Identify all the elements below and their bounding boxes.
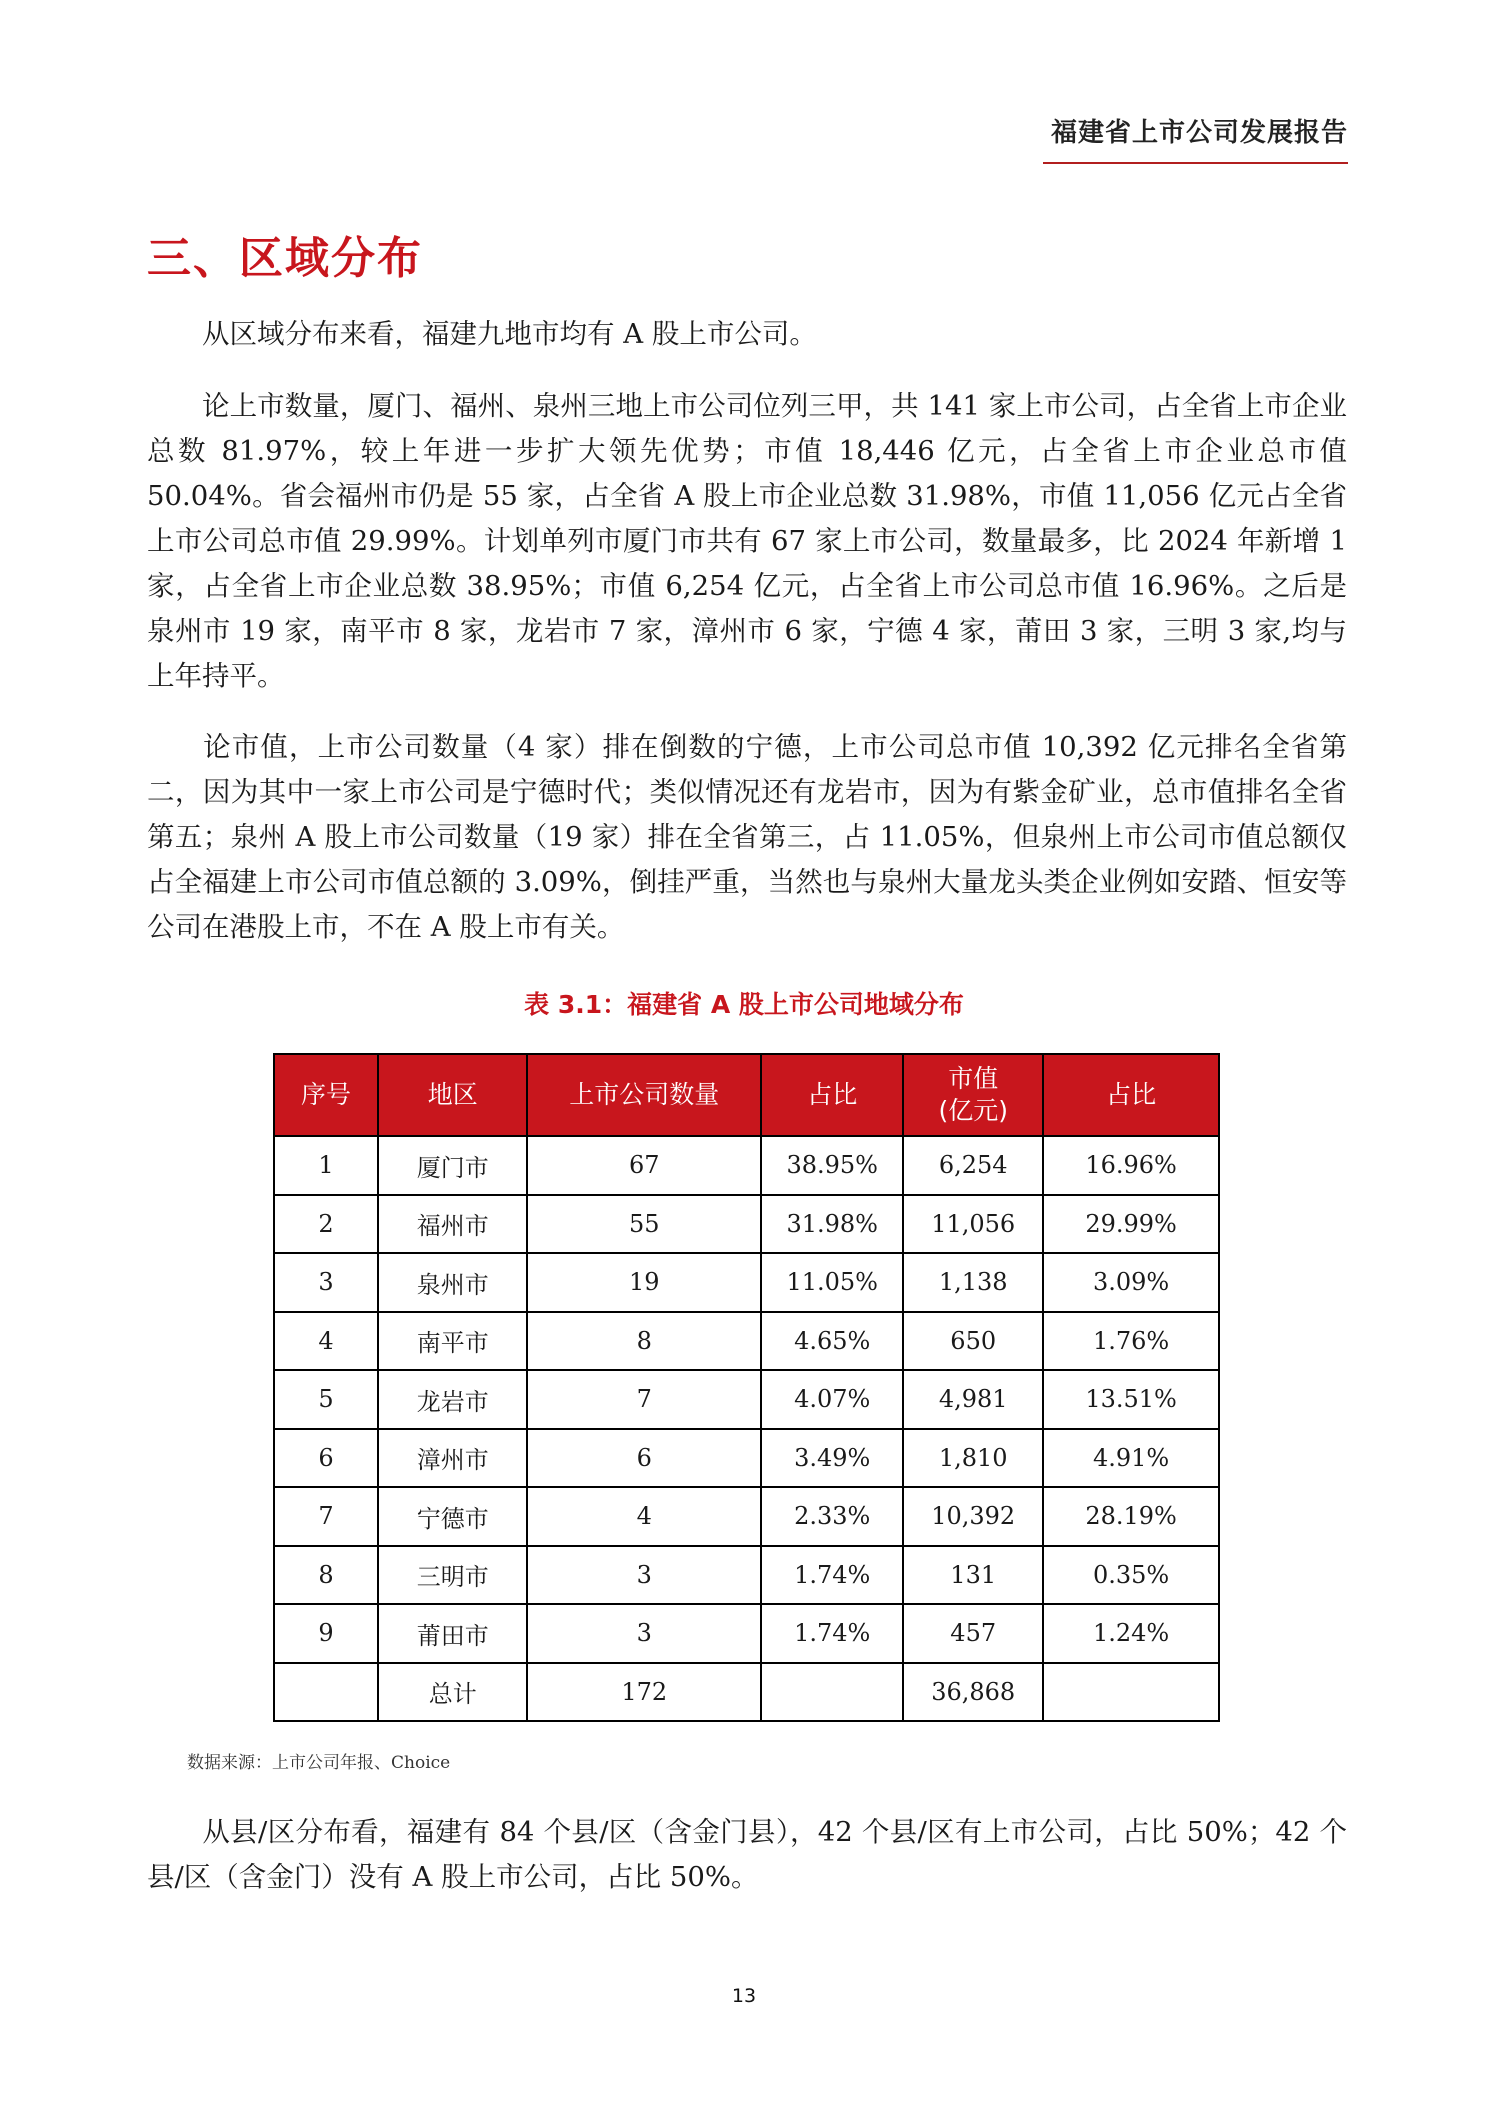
table-row [274,1429,1219,1488]
table-row [274,1312,1219,1371]
table-header-row [274,1054,1219,1136]
cell-region: 泉州市 [378,1253,527,1312]
header-idx: 序号 [274,1054,378,1136]
paragraph-market-value [147,725,1347,950]
cell-market-value: 11,056 [903,1195,1043,1254]
cell-share: 4.65% [761,1312,903,1371]
cell-mv-share: 13.51% [1043,1370,1219,1429]
header-share: 占比 [761,1054,903,1136]
table-row [274,1253,1219,1312]
cell-idx: 3 [274,1253,378,1312]
cell-idx-empty [274,1663,378,1722]
cell-region: 厦门市 [378,1136,527,1195]
cell-count: 4 [527,1487,761,1546]
cell-region: 龙岩市 [378,1370,527,1429]
cell-region: 漳州市 [378,1429,527,1488]
cell-market-value: 10,392 [903,1487,1043,1546]
cell-count: 8 [527,1312,761,1371]
running-header-title: 福建省上市公司发展报告 [1050,118,1348,148]
region-distribution-table [273,1053,1220,1722]
cell-market-value: 131 [903,1546,1043,1605]
cell-market-value: 6,254 [903,1136,1043,1195]
cell-region: 宁德市 [378,1487,527,1546]
page-number: 13 [731,1985,757,2007]
paragraph-county-distribution-text: 从县/区分布看，福建有 84 个县/区（含金门县），42 个县/区有上市公司，占比 50%；42 个县/区（含金门）没有 A 股上市公司，占比 50%。 [147,1816,1347,1893]
table-row [274,1546,1219,1605]
cell-market-value: 1,138 [903,1253,1043,1312]
table-row [274,1604,1219,1663]
cell-market-value: 4,981 [903,1370,1043,1429]
cell-idx: 6 [274,1429,378,1488]
header-mv-share: 占比 [1043,1054,1219,1136]
header-count: 上市公司数量 [527,1054,761,1136]
cell-idx: 2 [274,1195,378,1254]
cell-region: 福州市 [378,1195,527,1254]
cell-count: 3 [527,1546,761,1605]
cell-count: 67 [527,1136,761,1195]
cell-count: 3 [527,1604,761,1663]
cell-share: 1.74% [761,1546,903,1605]
header-market-value [903,1054,1043,1136]
cell-mv-share: 28.19% [1043,1487,1219,1546]
table-row [274,1487,1219,1546]
cell-mv-share: 16.96% [1043,1136,1219,1195]
cell-total-share-empty [761,1663,903,1722]
cell-region: 三明市 [378,1546,527,1605]
cell-mv-share: 1.24% [1043,1604,1219,1663]
cell-region: 南平市 [378,1312,527,1371]
paragraph-intro-text: 从区域分布来看，福建九地市均有 A 股上市公司。 [202,318,817,350]
cell-share: 1.74% [761,1604,903,1663]
paragraph-market-value-text: 论市值，上市公司数量（4 家）排在倒数的宁德，上市公司总市值 10,392 亿元排名全省第二，因为其中一家上市公司是宁德时代；类似情况还有龙岩市，因为有紫金矿业，总市值排名全省第五；泉州 A 股上市公司数量（19 家）排在全省第三，占 11.05%，但泉州上市公司市值总额仅占全福建上市公司市值总额的 3.09%，倒挂严重，当然也与泉州大量龙头类企业例如安踏、恒安等公司在港股上市，不在 A 股上市有关。 [147,731,1347,943]
cell-share: 11.05% [761,1253,903,1312]
cell-count: 6 [527,1429,761,1488]
table-total-row [274,1663,1219,1722]
header-mv-line2: (亿元) [938,1096,1008,1125]
table-row [274,1195,1219,1254]
cell-market-value: 457 [903,1604,1043,1663]
cell-idx: 5 [274,1370,378,1429]
paragraph-intro [147,312,1347,357]
cell-region: 莆田市 [378,1604,527,1663]
header-rule [1043,162,1348,164]
cell-idx: 8 [274,1546,378,1605]
cell-total-mv-share-empty [1043,1663,1219,1722]
table-row [274,1370,1219,1429]
cell-mv-share: 29.99% [1043,1195,1219,1254]
cell-total-label: 总计 [378,1663,527,1722]
cell-mv-share: 4.91% [1043,1429,1219,1488]
cell-total-market-value: 36,868 [903,1663,1043,1722]
section-title: 三、区域分布 [147,233,423,284]
paragraph-listing-count [147,384,1347,699]
table-caption: 表 3.1：福建省 A 股上市公司地域分布 [524,990,964,1019]
header-mv-line1: 市值 [948,1064,999,1093]
header-region: 地区 [378,1054,527,1136]
cell-total-count: 172 [527,1663,761,1722]
cell-share: 2.33% [761,1487,903,1546]
cell-share: 3.49% [761,1429,903,1488]
cell-idx: 4 [274,1312,378,1371]
cell-share: 31.98% [761,1195,903,1254]
cell-count: 7 [527,1370,761,1429]
paragraph-county-distribution [147,1810,1347,1900]
table-row [274,1136,1219,1195]
cell-market-value: 650 [903,1312,1043,1371]
cell-share: 4.07% [761,1370,903,1429]
cell-idx: 1 [274,1136,378,1195]
table-source-note: 数据来源：上市公司年报、Choice [187,1753,451,1773]
cell-count: 55 [527,1195,761,1254]
cell-market-value: 1,810 [903,1429,1043,1488]
paragraph-listing-count-text: 论上市数量，厦门、福州、泉州三地上市公司位列三甲，共 141 家上市公司，占全省上市企业总数 81.97%，较上年进一步扩大领先优势；市值 18,446 亿元，占全省上市企业总市值 50.04%。省会福州市仍是 55 家，占全省 A 股上市企业总数 31.98%，市值 11,056 亿元占全省上市公司总市值 29.99%。计划单列市厦门市共有 67 家上市公司，数量最多，比 2024 年新增 1 家，占全省上市企业总数 38.95%；市值 6,254 亿元，占全省上市公司总市值 16.96%。之后是泉州市 19 家，南平市 8 家，龙岩市 7 家，漳州市 6 家，宁德 4 家，莆田 3 家，三明 3 家,均与上年持平。 [147,390,1347,692]
cell-mv-share: 0.35% [1043,1546,1219,1605]
cell-idx: 9 [274,1604,378,1663]
cell-mv-share: 3.09% [1043,1253,1219,1312]
cell-idx: 7 [274,1487,378,1546]
cell-share: 38.95% [761,1136,903,1195]
cell-mv-share: 1.76% [1043,1312,1219,1371]
cell-count: 19 [527,1253,761,1312]
